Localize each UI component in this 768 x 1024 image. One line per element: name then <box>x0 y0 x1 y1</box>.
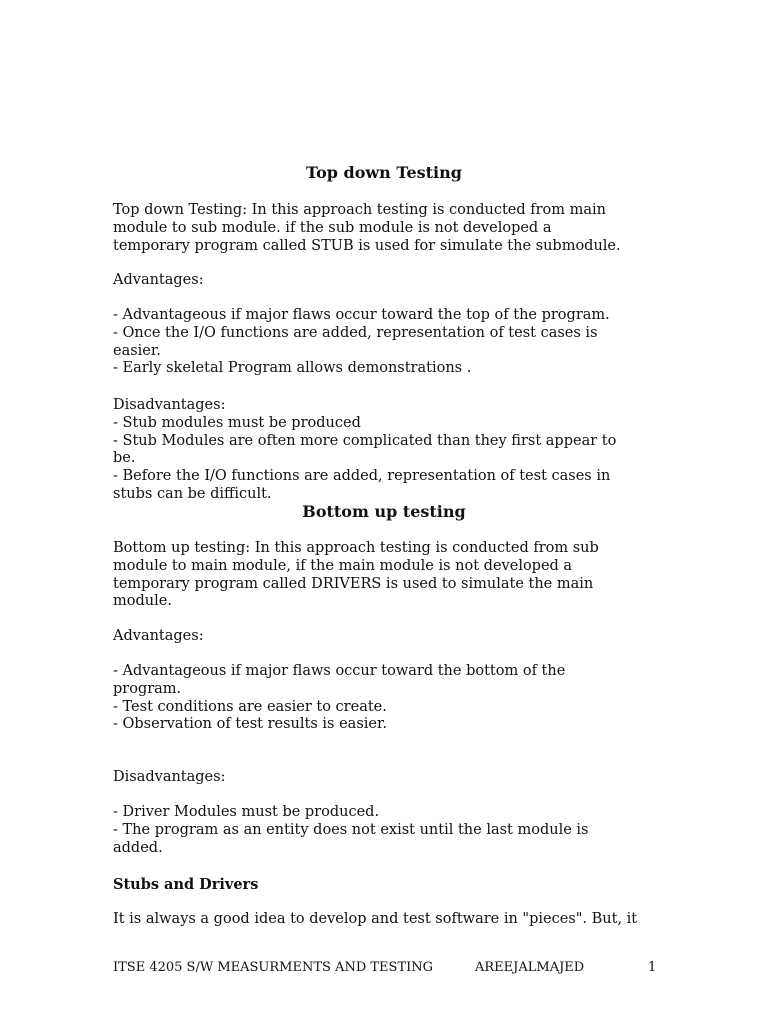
bottom-up-intro-line: Bottom up testing: In this approach testing is conducted from sub <box>113 540 599 556</box>
footer-course: ITSE 4205 S/W MEASURMENTS AND TESTING <box>113 960 434 975</box>
list-item: - The program as an entity does not exist until the last module is <box>113 821 589 838</box>
top-down-heading: Top down Testing <box>306 163 462 182</box>
list-item: - Driver Modules must be produced. <box>113 804 380 820</box>
list-item: - Early skeletal Program allows demonstrations . <box>113 360 472 377</box>
bottom-up-heading: Bottom up testing <box>302 502 466 521</box>
top-down-intro-line: temporary program called STUB is used for simulate the submodule. <box>113 237 621 254</box>
paragraph-line: It is always a good idea to develop and test software in "pieces". But, it <box>113 911 638 927</box>
top-down-advantages-list <box>113 307 653 378</box>
list-item: program. <box>113 680 182 697</box>
top-down-intro <box>113 202 653 255</box>
top-down-disadvantages-list <box>113 397 653 504</box>
list-item: - Test conditions are easier to create. <box>113 698 387 715</box>
list-item: - Stub Modules are often more complicated than they first appear to <box>113 432 617 449</box>
top-down-intro-line: Top down Testing: In this approach testing is conducted from main <box>113 202 607 218</box>
footer-author: AREEJALMAJED <box>475 960 585 975</box>
list-item: - Before the I/O functions are added, representation of test cases in <box>113 468 611 485</box>
disadvantages-label: Disadvantages: <box>113 769 226 785</box>
top-down-advantages-label <box>113 272 653 290</box>
list-item: - Once the I/O functions are added, representation of test cases is <box>113 324 598 341</box>
advantages-label: Advantages: <box>113 272 204 288</box>
bottom-up-advantages-label <box>113 628 653 646</box>
list-item: be. <box>113 450 136 467</box>
list-item: added. <box>113 839 163 856</box>
list-item: - Stub modules must be produced <box>113 414 361 431</box>
list-item: - Advantageous if major flaws occur toward the bottom of the <box>113 663 566 679</box>
stubs-drivers-heading: Stubs and Drivers <box>113 876 259 893</box>
list-item: easier. <box>113 342 161 359</box>
stubs-drivers-text <box>113 911 653 929</box>
bottom-up-intro-line: temporary program called DRIVERS is used to simulate the main <box>113 575 594 592</box>
top-down-intro-line: module to sub module. if the sub module is not developed a <box>113 219 552 236</box>
bottom-up-disadvantages-label <box>113 769 653 787</box>
list-item: - Observation of test results is easier. <box>113 716 387 733</box>
bottom-up-intro <box>113 540 653 611</box>
list-item: - Advantageous if major flaws occur toward the top of the program. <box>113 307 610 323</box>
footer-page-number: 1 <box>648 960 657 975</box>
bottom-up-intro-line: module to main module, if the main module is not developed a <box>113 557 573 574</box>
bottom-up-intro-line: module. <box>113 593 172 610</box>
bottom-up-advantages-list <box>113 663 653 734</box>
disadvantages-label: Disadvantages: <box>113 397 226 413</box>
list-item: stubs can be difficult. <box>113 485 272 502</box>
bottom-up-disadvantages-list <box>113 804 653 857</box>
advantages-label: Advantages: <box>113 628 204 644</box>
